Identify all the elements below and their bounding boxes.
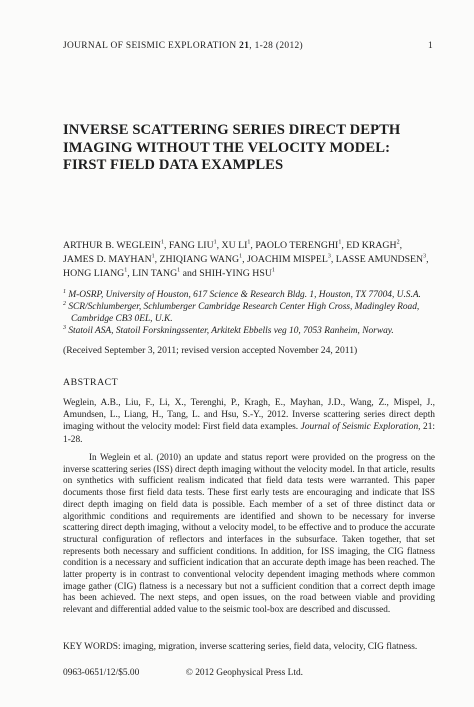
author-name: [63, 268, 127, 279]
abstract-body: In Weglein et al. (2010) an update and status report were provided on the progress on the inverse scattering series (ISS) direct depth imaging without the velocity model. In that article, results on synthetics with sufficient realism indicated that field data tests were warranted. This paper documents those first field data tests. These first early tests are encouraging and indicate that ISS direct depth imaging on field data is possible. Each member of a set of three distinct data or algorithmic conditions and requirements are identified and shown to be necessary for inverse scattering direct depth imaging, without a velocity model, to be effective and to produce the accurate structural configuration of reflectors and interfaces in the subsurface. Taken together, that set represents both necessary and sufficient conditions. In addition, for ISS imaging, the CIG flatness condition is a necessary and sufficient indication that an accurate depth image has been reached. The latter property is in contrast to conventional velocity dependent imaging methods where common image gather (CIG) flatness is a necessary but not a sufficient condition that a correct depth image has been achieved. The next steps, and open issues, on the road between viable and providing relevant and differential added value to the seismic tool-box are described and discussed.: [63, 452, 435, 615]
author-name: [247, 254, 331, 265]
affiliation-marker: 1: [151, 253, 155, 260]
author-list: ARTHUR B. WEGLEIN$^1$, FANG LIU$^1$, XU $LI^1$, PAOLO TERENGHI$^1$, ED KRAGH$^2$, JAMES D. MAYHAN$^1$, ZHIQIANG WANG$^1$, JOACHIM MISPEL$^3$, LASSE AMUNDSEN$^3$, HONG LIANG$^1$, LIN TANG$^1$ and SHIH-YING HSU$^1$: [63, 239, 429, 279]
author-label: JAMES D. MAYHAN: [63, 254, 152, 265]
abstract-heading: ABSTRACT: [63, 377, 119, 388]
affiliation-marker: 3: [327, 253, 331, 260]
footer: [63, 668, 303, 678]
affiliation-marker: 1: [213, 239, 217, 246]
author-name: [346, 240, 399, 251]
affiliations: [63, 289, 435, 337]
author-label: JOACHIM MISPEL: [247, 254, 328, 265]
affiliation-text: M-OSRP, University of Houston, 617 Science & Research Bldg. 1, Houston, TX 77004, U.S.A.: [68, 290, 421, 300]
author-label: ED KRAGH: [346, 240, 397, 251]
affiliation-text: SCR/Schlumberger, Schlumberger Cambridge Research Center High Cross, Madingley Road,: [68, 302, 420, 312]
author-label: FANG LIU: [168, 240, 214, 251]
author-name: [63, 254, 155, 265]
keywords: KEY WORDS: imaging, migration, inverse scattering series, field data, velocity, CIG flatness.: [63, 642, 418, 652]
affiliation-marker: 2: [396, 239, 400, 246]
affiliation-marker: 1: [124, 267, 128, 274]
author-label: ARTHUR B. WEGLEIN: [63, 240, 162, 251]
author-label: XU LI: [221, 240, 248, 251]
received-dates: (Received September 3, 2011; revised version accepted November 24, 2011): [63, 345, 358, 356]
author-label: PAOLO TERENGHI: [255, 240, 339, 251]
affiliation-marker: 1: [239, 253, 243, 260]
author-conjunction: and: [182, 268, 197, 279]
page-number: 1: [427, 41, 433, 51]
author-label: SHIH-YING HSU: [199, 268, 272, 279]
author-name: [160, 254, 243, 265]
affiliation-marker: 1: [338, 239, 342, 246]
affiliation-marker: 1: [177, 267, 181, 274]
affiliation-text: Cambridge CB3 0EL, U.K.: [71, 314, 173, 324]
author-name: [199, 268, 275, 279]
author-label: LIN TANG: [132, 268, 178, 279]
citation: Weglein, A.B., Liu, F., Li, X., Terenghi, P., Kragh, E., Mayhan, J.D., Wang, Z., Mispel, J., Amundsen, L., Liang, H., Tang, L. and Hsu, S.-Y., 2012. Inverse scattering series direct depth imaging without the velocity model: First field data examples. Journal of Seismic Exploration, 21: 1-28.: [63, 398, 436, 445]
affiliation-marker: 3: [423, 253, 427, 260]
author-name: [336, 254, 426, 265]
paper-title: INVERSE SCATTERING SERIES DIRECT DEPTH IMAGING WITHOUT THE VELOCITY MODEL: FIRST FIELD DATA EXAMPLES: [63, 122, 401, 173]
author-name: [222, 240, 251, 251]
affiliation-number: 3: [63, 324, 66, 331]
affiliation-line: [63, 301, 435, 313]
author-name: [255, 240, 341, 251]
affiliation-text: Statoil ASA, Statoil Forskningssenter, Arkitekt Ebbells veg 10, 7053 Ranheim, Norway.: [68, 326, 394, 336]
journal-reference: JOURNAL OF SEISMIC EXPLORATION 21, 1-28 (2012): [63, 41, 303, 51]
author-name: [132, 268, 180, 279]
affiliation-number: 1: [63, 288, 66, 295]
author-name: [63, 240, 164, 251]
author-label: HONG LIANG: [63, 268, 125, 279]
author-label: LASSE AMUNDSEN: [335, 254, 424, 265]
affiliation-marker: 1: [161, 239, 165, 246]
affiliation-line: [63, 289, 435, 301]
affiliation-marker: 1: [247, 239, 251, 246]
copyright: © 2012 Geophysical Press Ltd.: [185, 668, 303, 678]
affiliation-marker: 1: [271, 267, 275, 274]
running-head: [63, 41, 433, 51]
affiliation-number: 2: [63, 300, 66, 307]
affiliation-line: [63, 325, 435, 337]
author-label: ZHIQIANG WANG: [159, 254, 240, 265]
affiliation-line: [63, 313, 435, 325]
author-name: [169, 240, 217, 251]
issn-price: 0963-0651/12/$5.00: [63, 668, 140, 678]
